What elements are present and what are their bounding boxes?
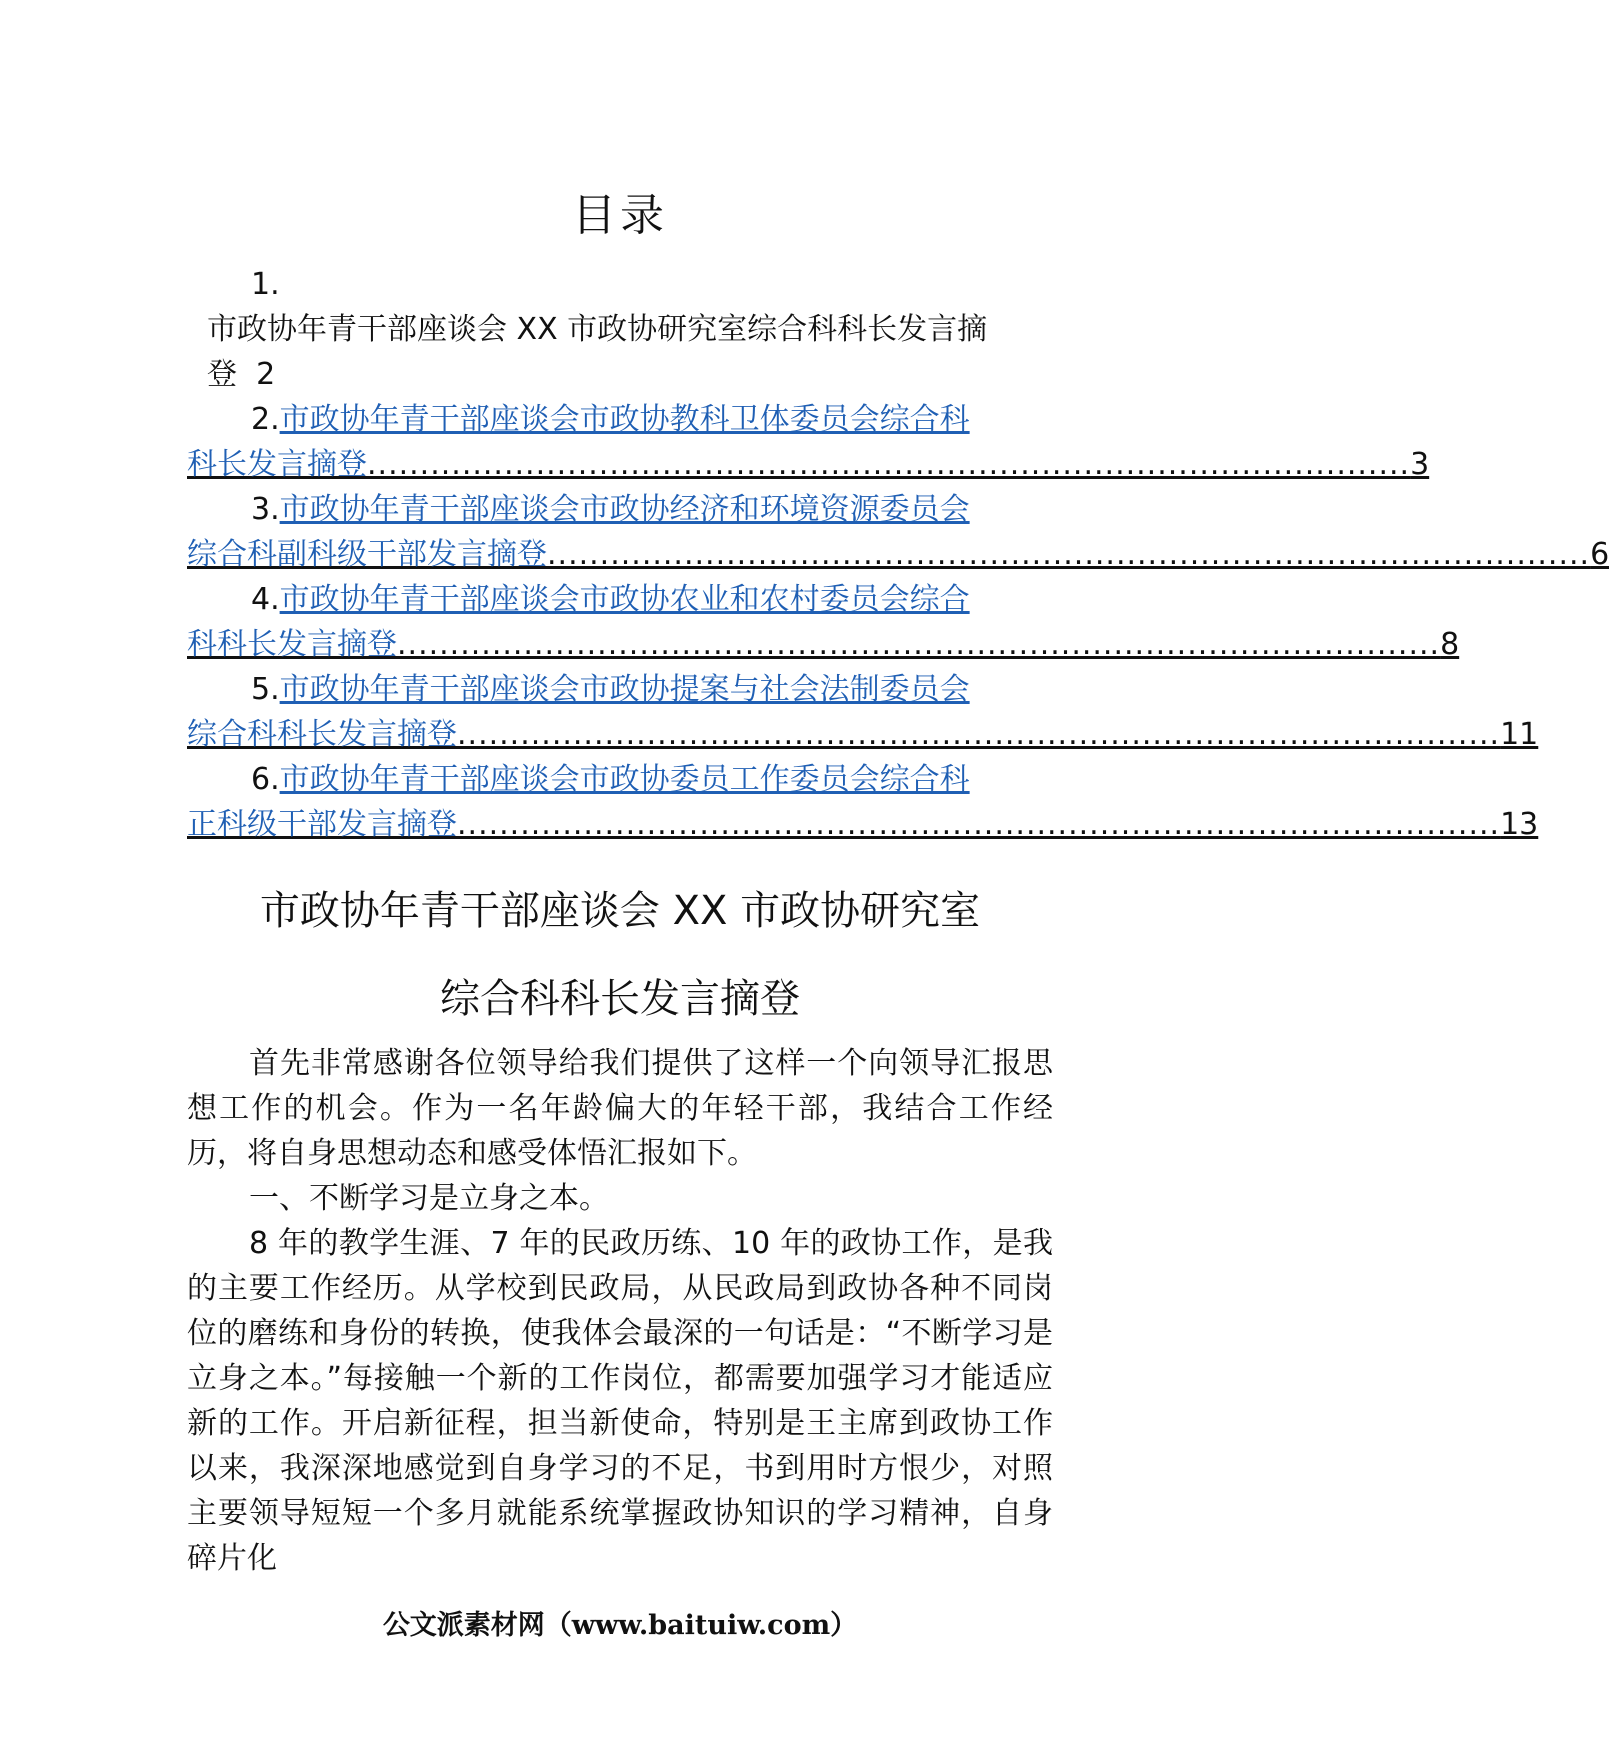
toc-link[interactable]: 综合科科长发言摘登 — [187, 717, 457, 752]
toc-entry-4[interactable] — [187, 577, 1460, 667]
article-section-heading: 一、不断学习是立身之本。 — [249, 1181, 609, 1216]
toc-leader: ................................................................................................... — [457, 717, 1501, 752]
toc-link[interactable]: 市政协年青干部座谈会市政协经济和环境资源委员会 — [279, 492, 970, 527]
article-paragraph: 8 年的教学生涯、7 年的民政历练、10 年的政协工作，是我的主要工作经历。从学校到民政局，从民政局到政协各种不同岗位的磨练和身份的转换，使我体会最深的一句话是：“不断学习是立身之本。”每接触一个新的工作岗位，都需要加强学习才能适应新的工作。开启新征程，担当新使命，特别是王主席到政协工作以来，我深深地感觉到自身学习的不足，书到用时方恨少，对照主要领导短短一个多月就能系统掌握政协知识的学习精神，自身碎片化 — [187, 1226, 1053, 1576]
toc-entry-text — [187, 307, 1053, 397]
toc-link[interactable]: 市政协年青干部座谈会市政协教科卫体委员会综合科 — [279, 402, 970, 437]
footer-watermark: 公文派素材网（www.baituiw.com） — [382, 1610, 858, 1641]
toc-entry-3[interactable] — [187, 487, 1609, 577]
article-title-line-2: 综合科科长发言摘登 — [440, 976, 800, 1022]
toc-link[interactable]: 市政协年青干部座谈会市政协委员工作委员会综合科 — [279, 762, 970, 797]
toc-entry-page: 11 — [1500, 717, 1539, 752]
toc-entry-number: 6. — [251, 762, 280, 797]
toc-entry-number: 3. — [251, 492, 280, 527]
toc-entry-6[interactable] — [187, 757, 1539, 847]
article-title-line-1: 市政协年青干部座谈会 XX 市政协研究室 — [259, 888, 981, 934]
toc-leader: ................................................................................................... — [547, 537, 1591, 572]
toc-link[interactable]: 市政协年青干部座谈会市政协农业和农村委员会综合 — [279, 582, 970, 617]
toc-link[interactable]: 正科级干部发言摘登 — [187, 807, 457, 842]
toc-link[interactable]: 科科长发言摘登 — [187, 627, 397, 662]
toc-entry-page: 3 — [1410, 447, 1430, 482]
toc-link[interactable]: 综合科副科级干部发言摘登 — [187, 537, 547, 572]
toc-entry-number: 2. — [251, 402, 280, 437]
toc-entry-page: 8 — [1440, 627, 1460, 662]
toc-entry-number: 4. — [251, 582, 280, 617]
toc-leader: ................................................................................................... — [397, 627, 1441, 662]
toc-link[interactable]: 市政协年青干部座谈会市政协提案与社会法制委员会 — [279, 672, 970, 707]
toc-leader: ................................................................................................... — [457, 807, 1501, 842]
toc-entry-page: 6 — [1590, 537, 1609, 572]
toc-entry-page: 13 — [1500, 807, 1539, 842]
toc-entry-number: 1. — [251, 267, 280, 302]
toc-link[interactable]: 科长发言摘登 — [187, 447, 367, 482]
toc-entry-number: 5. — [251, 672, 280, 707]
toc-entry-title: 市政协年青干部座谈会 XX 市政协研究室综合科科长发言摘登 — [207, 312, 988, 392]
toc-title: 目录 — [572, 190, 668, 241]
toc-entry-1[interactable] — [187, 262, 1053, 397]
article-paragraph: 首先非常感谢各位领导给我们提供了这样一个向领导汇报思想工作的机会。作为一名年龄偏大的年轻干部，我结合工作经历，将自身思想动态和感受体悟汇报如下。 — [187, 1046, 1053, 1171]
page-content — [187, 262, 1609, 1581]
toc-leader: ................................................................................................... — [367, 447, 1411, 482]
toc-entry-5[interactable] — [187, 667, 1539, 757]
toc-entry-page: 2 — [256, 357, 276, 392]
toc-entry-2[interactable] — [187, 397, 1430, 487]
